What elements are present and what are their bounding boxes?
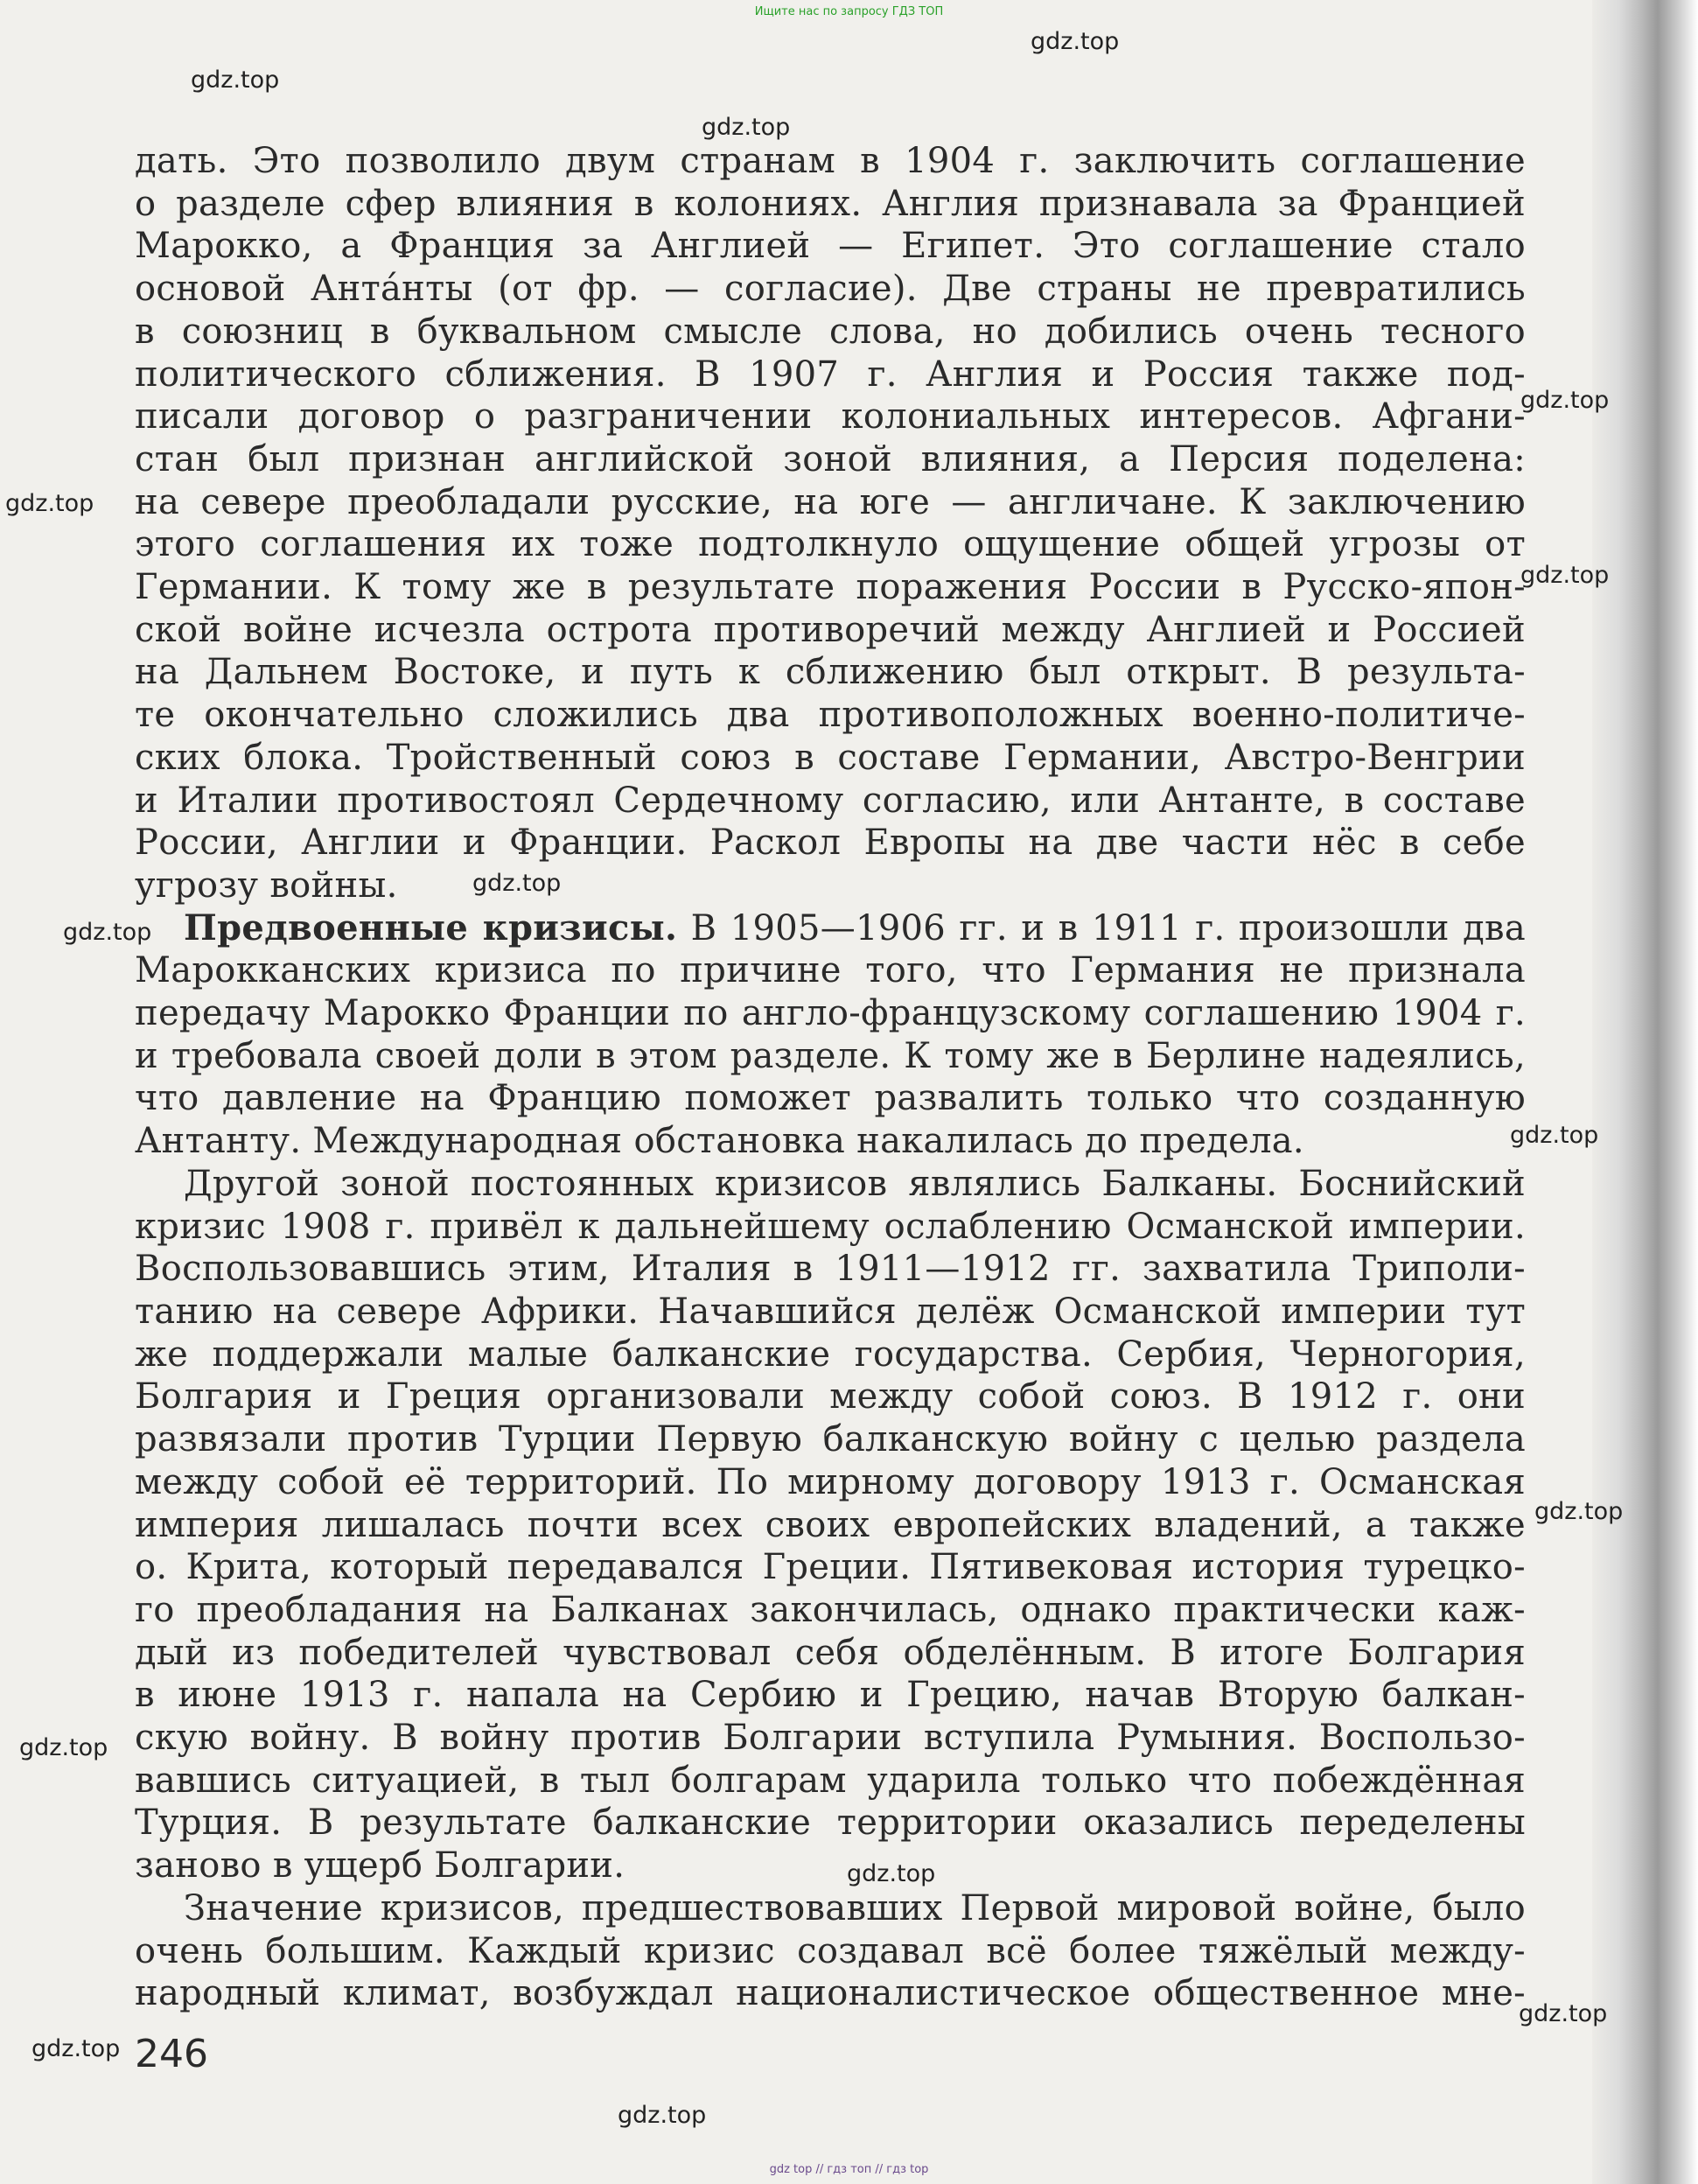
text-line: между собой её территорий. По мирному договору 1913 г. Османская (135, 1461, 1526, 1502)
text-line: политического сближения. В 1907 г. Англия и Россия также под- (135, 354, 1526, 395)
text-line: го преобладания на Балканах закончилась, однако практически каж- (135, 1589, 1526, 1630)
watermark: gdz.top (1534, 1498, 1624, 1525)
text-line: ских блока. Тройственный союз в составе Германии, Австро-Венгрии (135, 737, 1526, 778)
text-line: Германии. К тому же в результате поражения России в Русско-япон- (135, 567, 1526, 608)
paragraph (135, 907, 1526, 1163)
watermark: gdz.top (1031, 28, 1120, 55)
top-banner: Ищите нас по запросу ГДЗ ТОП (754, 5, 944, 18)
text-line: России, Англии и Франции. Раскол Европы на две части нёс в себе (135, 822, 1526, 864)
text-line: в союзниц в буквальном смысле слова, но добились очень тесного (135, 311, 1526, 352)
paragraph (135, 1163, 1526, 1887)
watermark: gdz.top (1510, 1122, 1599, 1149)
text-line: скую войну. В войну против Болгарии вступила Румыния. Воспользо- (135, 1718, 1526, 1759)
text-line: Воспользовавшись этим, Италия в 1911—1912 гг. захватила Триполи- (135, 1249, 1526, 1290)
text-line: Болгария и Греция организовали между собой союз. В 1912 г. они (135, 1376, 1526, 1418)
paragraph (135, 1887, 1526, 2015)
text-line: и требовала своей доли в этом разделе. К тому же в Берлине надеялись, (135, 1035, 1526, 1076)
text-line: Турция. В результате балканские территории оказались переделены (135, 1802, 1526, 1844)
text-line: ской войне исчезла острота противоречий между Англией и Россией (135, 609, 1526, 650)
text-line: народный климат, возбуждал националистическое общественное мне- (135, 1973, 1526, 2014)
text-line: дый из победителей чувствовал себя обделённым. В итоге Болгария (135, 1632, 1526, 1673)
text-line: кризис 1908 г. привёл к дальнейшему ослаблению Османской империи. (135, 1206, 1526, 1247)
page-text (135, 140, 1526, 2015)
text-line: этого соглашения их тоже подтолкнуло ощущение общей угрозы от (135, 524, 1526, 565)
watermark: gdz.top (472, 870, 562, 897)
text-line: вавшись ситуацией, в тыл болгарам ударила только что побеждённая (135, 1760, 1526, 1801)
watermark: gdz.top (1520, 387, 1610, 414)
text-line: писали договор о разграничении колониальных интересов. Афгани- (135, 396, 1526, 438)
watermark: gdz.top (191, 66, 280, 94)
text-line: развязали против Турции Первую балканскую войну с целью раздела (135, 1419, 1526, 1460)
text-line: империя лишалась почти всех своих европейских владений, а также (135, 1504, 1526, 1545)
watermark: gdz.top (618, 2102, 707, 2129)
watermark: gdz.top (63, 919, 152, 946)
text-line (135, 907, 1526, 950)
text-line: и Италии противостоял Сердечному согласию, или Антанте, в составе (135, 780, 1526, 821)
page-number: 246 (135, 2032, 208, 2076)
text-line: в июне 1913 г. напала на Сербию и Грецию, начав Вторую балкан- (135, 1675, 1526, 1716)
text-line: стан был признан английской зоной влияния, а Персия поделена: (135, 438, 1526, 480)
text-line: танию на севере Африки. Начавшийся делёж Османской империи тут (135, 1291, 1526, 1332)
text-line: о. Крита, который передавался Греции. Пятивековая история турецко- (135, 1547, 1526, 1588)
watermark: gdz.top (1520, 562, 1610, 589)
bottom-banner: gdz top // гдз топ // гдз top (769, 2163, 929, 2176)
text-line: передачу Марокко Франции по англо-французскому соглашению 1904 г. (135, 993, 1526, 1034)
text-line: основой Анта́нты (от фр. — согласие). Две страны не превратились (135, 269, 1526, 310)
page-edge-shadow (1592, 0, 1698, 2184)
text-fragment: В 1905—1906 гг. и в 1911 г. произошли два (677, 907, 1526, 948)
text-line: очень большим. Каждый кризис создавал всё более тяжёлый между- (135, 1930, 1526, 1971)
watermark: gdz.top (1519, 2000, 1608, 2027)
text-line: Другой зоной постоянных кризисов являлись Балканы. Боснийский (184, 1163, 1526, 1204)
watermark: gdz.top (847, 1860, 936, 1887)
section-heading: Предвоенные кризисы. (184, 906, 678, 948)
text-line: же поддержали малые балканские государства. Сербия, Черногория, (135, 1334, 1526, 1375)
text-line: о разделе сфер влияния в колониях. Англия признавала за Францией (135, 183, 1526, 224)
watermark: gdz.top (19, 1734, 108, 1761)
text-line: дать. Это позволило двум странам в 1904 г. заключить соглашение (135, 141, 1526, 181)
watermark: gdz.top (5, 490, 94, 517)
text-line: заново в ущерб Болгарии. (135, 1845, 625, 1886)
text-line: на Дальнем Востоке, и путь к сближению был открыт. В результа- (135, 652, 1526, 693)
text-line: Марокко, а Франция за Англией — Египет. Это соглашение стало (135, 226, 1526, 267)
text-line: что давление на Францию поможет развалить только что созданную (135, 1078, 1526, 1119)
watermark: gdz.top (702, 114, 791, 141)
paragraph (135, 140, 1526, 907)
text-line: угрозу войны. (135, 864, 398, 906)
text-line: Марокканских кризиса по причине того, что Германия не признала (135, 950, 1526, 991)
text-line: те окончательно сложились два противоположных военно-политиче- (135, 695, 1526, 736)
text-line: Антанту. Международная обстановка накалилась до предела. (135, 1121, 1304, 1162)
watermark: gdz.top (31, 2035, 121, 2062)
text-line: на севере преобладали русские, на юге — англичане. К заключению (135, 481, 1526, 522)
text-line: Значение кризисов, предшествовавших Первой мировой войне, было (184, 1887, 1526, 1928)
